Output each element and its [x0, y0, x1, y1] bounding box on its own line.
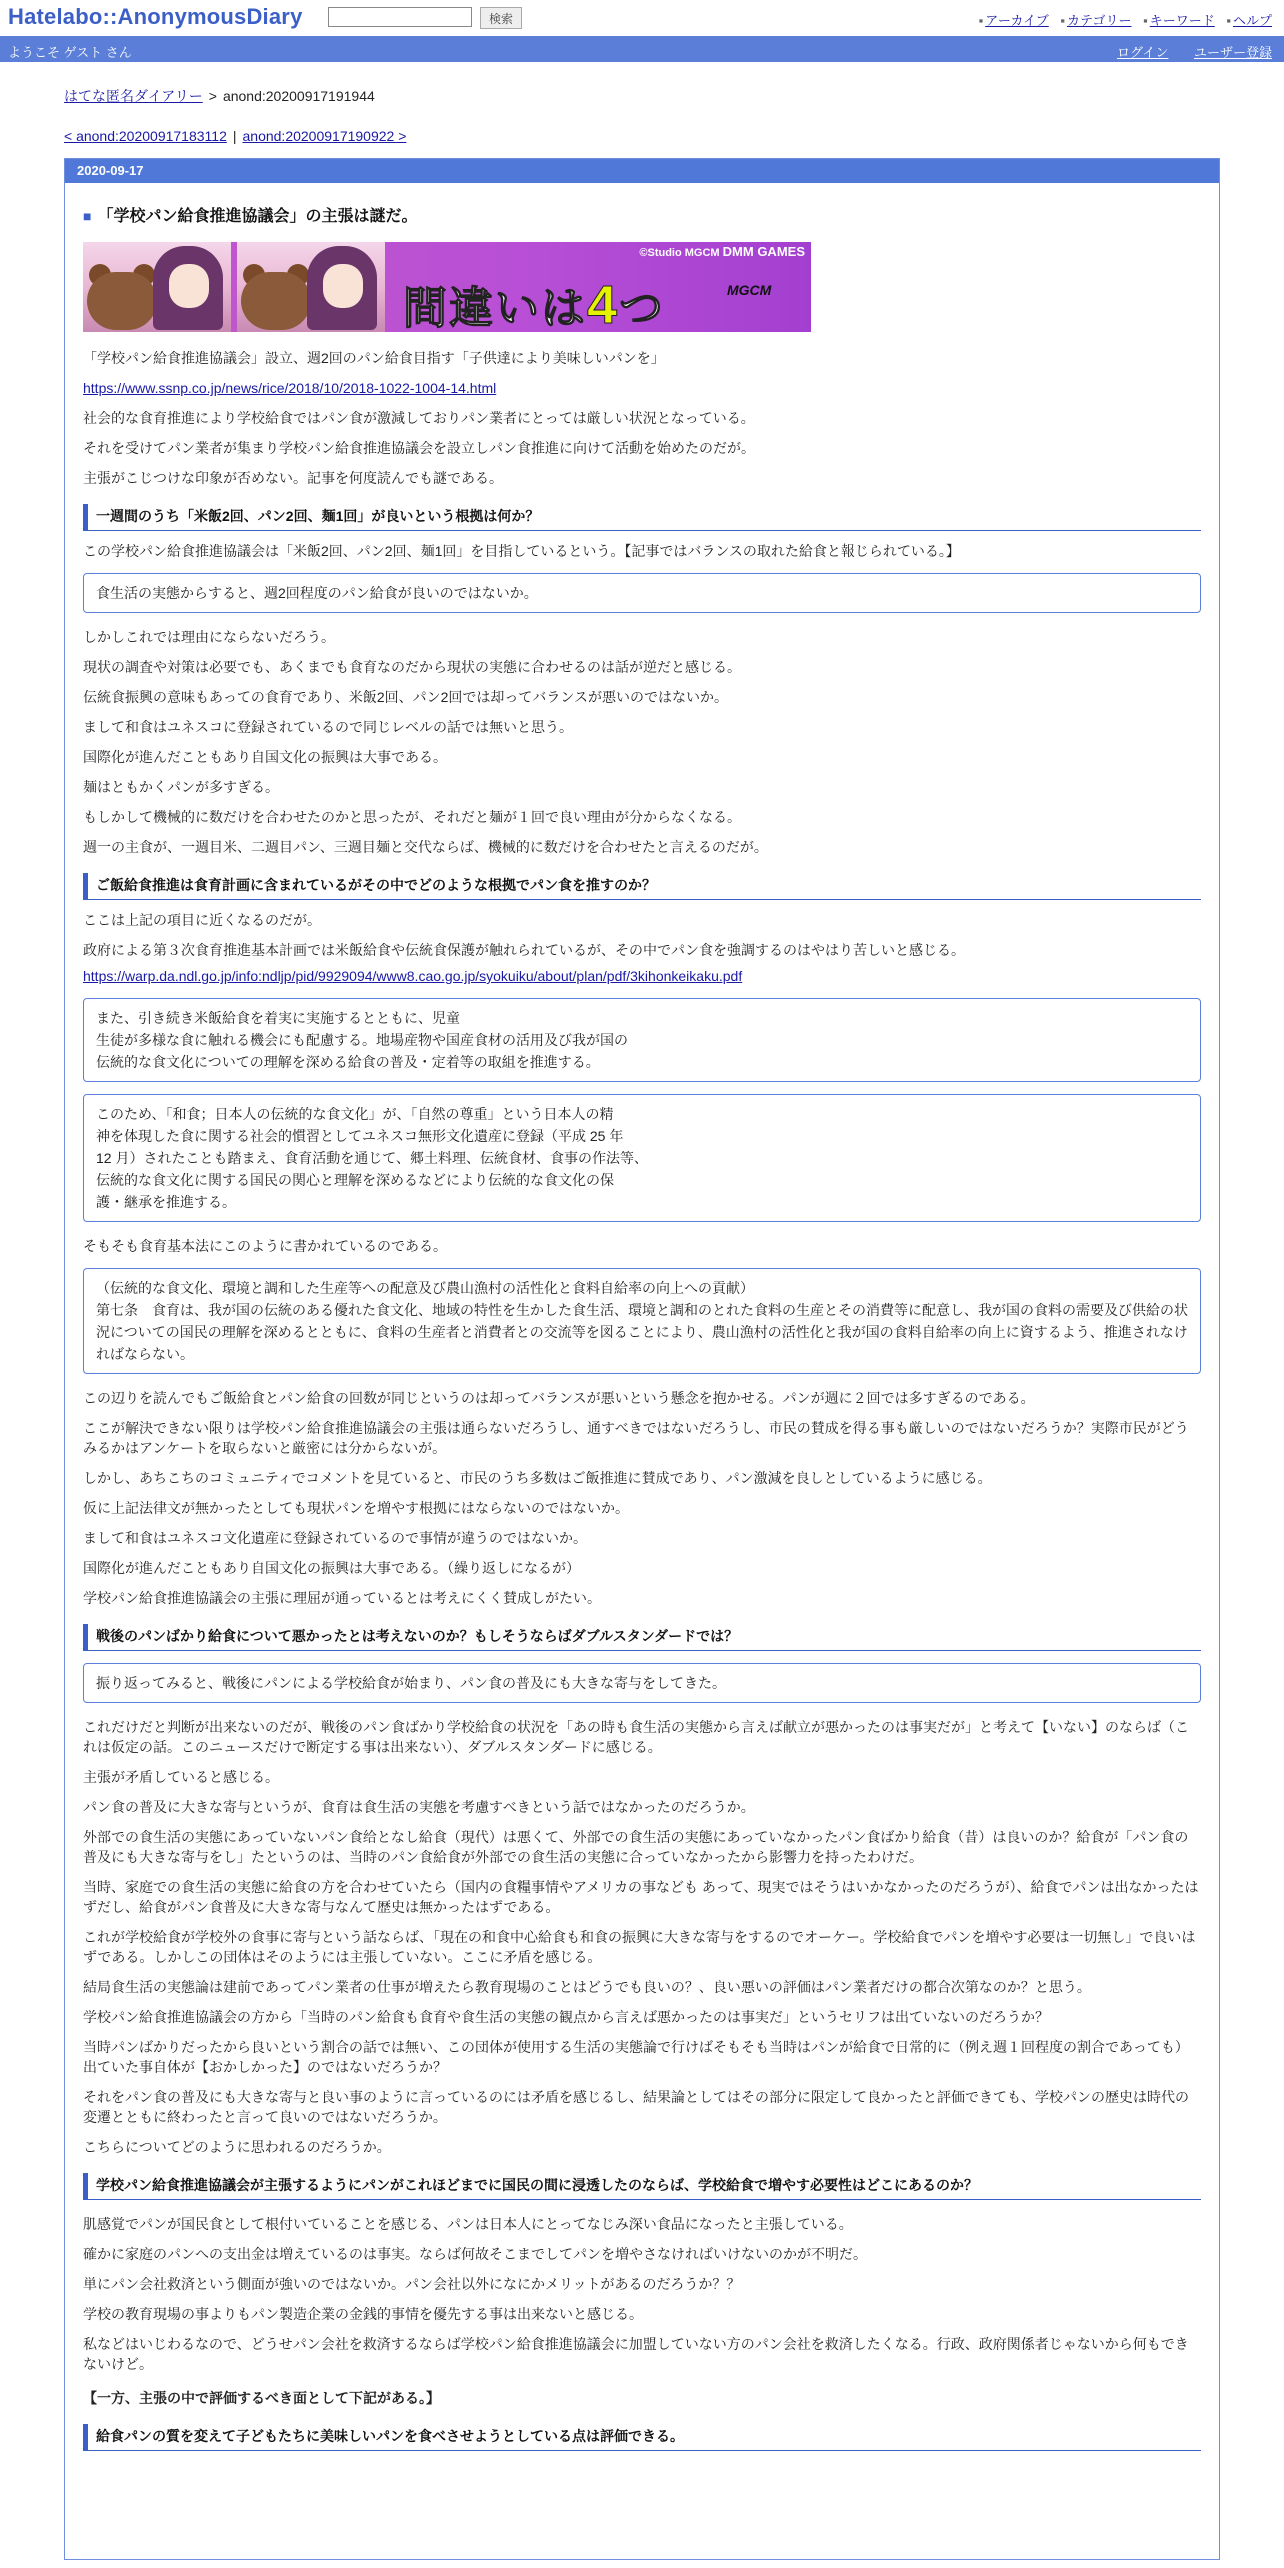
- section-heading: ご飯給食推進は食育計画に含まれているがその中でどのような根拠でパン食を推すのか？: [83, 873, 1201, 900]
- welcome-text: ようこそ ゲスト さん: [8, 45, 132, 60]
- bullet-icon: ▪: [1143, 13, 1148, 28]
- search-input[interactable]: [328, 7, 472, 27]
- paragraph: 現状の調査や対策は必要でも、あくまでも食育なのだから現状の実態に合わせるのは話が逆だと感じる。: [83, 659, 741, 675]
- paragraph: 外部での食生活の実態にあっていないパン食给となし給食（現代）は悪くて、外部での食生活の実態にあっていなかったパン食ばかり給食（昔）は良いのか？給食が「パン食の普及にも大きな寄与をし」たというのは、当時のパン食給食が外部での食生活の実態に合っていなかったから影響力を持ったわけだ。: [83, 1829, 1189, 1865]
- permalink-square-icon[interactable]: ■: [83, 208, 92, 224]
- breadcrumb: [64, 86, 1220, 106]
- breadcrumb-current: anond:20200917191944: [222, 88, 375, 104]
- plan-pdf-link[interactable]: https://warp.da.ndl.go.jp/info:ndljp/pid/9929094/www8.cao.go.jp/syokuiku/about/plan/pdf/3kihonkeikaku.pdf: [83, 968, 743, 984]
- breadcrumb-home[interactable]: はてな匿名ダイアリー: [64, 88, 203, 104]
- paragraph: 結局食生活の実態論は建前であってパン業者の仕事が増えたら教育現場のことはどうでも良いの？、良い悪いの評価はパン業者だけの都合次第なのか？と思う。: [83, 1979, 1091, 1995]
- paragraph: 確かに家庭のパンへの支出金は増えているのは事実。ならば何故そこまでしてパンを増やさなければいけないのかが不明だ。: [83, 2246, 867, 2262]
- character-illustration: [237, 242, 385, 332]
- paragraph: 肌感覚でパンが国民食として根付いていることを感じる、パンは日本人にとってなじみ深い食品になったと主張している。: [83, 2216, 853, 2232]
- paragraph: この学校パン給食推進協議会は「米飯2回、パン2回、麺1回」を目指しているという。【記事ではバランスの取れた給食と報じられている。】: [83, 543, 960, 559]
- emphasis-paragraph: 【一方、主張の中で評価するべき面として下記がある。】: [83, 2390, 440, 2406]
- paragraph: この辺りを読んでもご飯給食とパン給食の回数が同じというのは却ってバランスが悪いという懸念を抱かせる。パンが週に２回では多すぎるのである。: [83, 1390, 1035, 1406]
- top-links: [971, 10, 1272, 29]
- blockquote: このため、「和食；日本人の伝統的な食文化」が、「自然の尊重」という日本人の精 神を体現した食に関する社会的慣習としてユネスコ無形文化遺産に登録（平成 25 年 12 月）されたことも踏まえ、食育活動を通じて、郷土料理、伝統食材、食事の作法等、 伝統的な食文化に関する国民の関心と理解を深めるなどにより伝統的な食文化の保 護・継承を推進する。: [83, 1094, 1201, 1222]
- paragraph: 政府による第３次食育推進基本計画では米飯給食や伝統食保護が触れられているが、その中でパン食を強調するのはやはり苦しいと感じる。: [83, 942, 965, 958]
- paragraph: しかしこれでは理由にならないだろう。: [83, 629, 335, 645]
- paragraph: それを受けてパン業者が集まり学校パン給食推進協議会を設立しパン食推進に向けて活動を始めたのだが。: [83, 440, 755, 456]
- paragraph: 国際化が進んだこともあり自国文化の振興は大事である。（繰り返しになるが）: [83, 1560, 580, 1576]
- paragraph: そもそも食育基本法にこのように書かれているのである。: [83, 1238, 447, 1254]
- search-button[interactable]: 検索: [480, 7, 522, 29]
- register-link[interactable]: ユーザー登録: [1193, 45, 1272, 60]
- bullet-icon: ▪: [1226, 13, 1231, 28]
- blockquote: また、引き続き米飯給食を着実に実施するとともに、児童 生徒が多様な食に触れる機会にも配慮する。地場産物や国産食材の活用及び我が国の 伝統的な食文化についての理解を深める給食の普及・定着等の取組を推進する。: [83, 998, 1201, 1082]
- paragraph: これが学校給食が学校外の食事に寄与という話ならば、「現在の和食中心給食も和食の振興に大きな寄与をするのでオーケー。学校給食でパンを増やす必要は一切無し」で良いはずである。しかしこの団体はそのようには主張していない。ここに矛盾を感じる。: [83, 1929, 1196, 1965]
- keyword-link[interactable]: キーワード: [1149, 13, 1215, 28]
- paragraph: 私などはいじわるなので、どうせパン会社を救済するならば学校パン給食推進協議会に加盟していない方のパン会社を救済したくなる。行政、政府関係者じゃないから何もできないけど。: [83, 2336, 1189, 2372]
- banner-brand-logo: MGCM: [727, 282, 772, 298]
- ad-banner[interactable]: [83, 242, 811, 332]
- top-header: [0, 0, 1284, 36]
- archive-link[interactable]: アーカイブ: [985, 13, 1049, 28]
- user-bar: [0, 36, 1284, 62]
- paragraph: 主張が矛盾していると感じる。: [83, 1769, 279, 1785]
- paragraph: 国際化が進んだこともあり自国文化の振興は大事である。: [83, 749, 447, 765]
- nav-separator: |: [232, 128, 237, 144]
- paragraph: 社会的な食育推進により学校給食ではパン食が激減しておりパン業者にとっては厳しい状況となっている。: [83, 410, 755, 426]
- paragraph: もしかして機械的に数だけを合わせたのかと思ったが、それだと麺が１回で良い理由が分からなくなる。: [83, 809, 741, 825]
- bullet-icon: ▪: [1060, 13, 1066, 28]
- prev-entry-link[interactable]: < anond:20200917183112: [64, 128, 227, 144]
- paragraph: ここが解決できない限りは学校パン給食推進協議会の主張は通らないだろうし、通すべきではないだろうし、市民の賛成を得る事も厳しいのではないだろうか？実際市民がどうみるかはアンケートを取らないと厳密には分からないが。: [83, 1420, 1189, 1456]
- paragraph: 週一の主食が、一週目米、二週目パン、三週目麺と交代ならば、機械的に数だけを合わせたと言えるのだが。: [83, 839, 768, 855]
- entry-title-text: 「学校パン給食推進協議会」の主張は謎だ。: [97, 208, 418, 225]
- blockquote: 振り返ってみると、戦後にパンによる学校給食が始まり、パン食の普及にも大きな寄与をしてきた。: [83, 1663, 1201, 1703]
- paragraph: 当時パンばかりだったから良いという割合の話では無い、この団体が使用する生活の実態論で行けばそもそも当時はパンが給食で日常的に（例え週１回程度の割合であっても）出ていた事自体が【おかしかった】のではないだろうか？: [83, 2039, 1189, 2075]
- entry: [65, 203, 1219, 2451]
- banner-catchphrase: 間違いは4つ: [403, 275, 666, 332]
- entry-nav: [64, 128, 1220, 144]
- banner-credit: ©Studio MGCM DMM GAMES: [639, 244, 805, 259]
- login-link[interactable]: ログイン: [1117, 45, 1169, 60]
- site-logo[interactable]: Hatelabo::AnonymousDiary: [8, 4, 303, 29]
- paragraph: 学校の教育現場の事よりもパン製造企業の金銭的事情を優先する事は出来ないと感じる。: [83, 2306, 643, 2322]
- paragraph: こちらについてどのように思われるのだろうか。: [83, 2139, 391, 2155]
- paragraph: 主張がこじつけな印象が否めない。記事を何度読んでも謎である。: [83, 470, 503, 486]
- bullet-icon: ▪: [978, 13, 984, 28]
- paragraph: 伝統食振興の意味もあっての食育であり、米飯2回、パン2回では却ってバランスが悪いのではないか。: [83, 689, 729, 705]
- paragraph: パン食の普及に大きな寄与というが、食育は食生活の実態を考慮すべきという話ではなかったのだろうか。: [83, 1799, 755, 1815]
- paragraph: 学校パン給食推進協議会の主張に理屈が通っているとは考えにくく賛成しがたい。: [83, 1590, 601, 1606]
- paragraph: これだけだと判断が出来ないのだが、戦後のパン食ばかり学校給食の状況を「あの時も食生活の実態から言えば献立が悪かったのは事実だが」と考えて【いない】のならば（これは仮定の話。このニュースだけで断定する事は出来ない）、ダブルスタンダードに感じる。: [83, 1719, 1189, 1755]
- blockquote: 食生活の実態からすると、週2回程度のパン給食が良いのではないか。: [83, 573, 1201, 613]
- character-illustration: [83, 242, 231, 332]
- paragraph: まして和食はユネスコに登録されているので同じレベルの話では無いと思う。: [83, 719, 573, 735]
- paragraph: それをパン食の普及にも大きな寄与と良い事のように言っているのには矛盾を感じるし、結果論としてはその部分に限定して良かったと評価できても、学校パンの歴史は時代の変遷とともに終わったと言って良いのではないだろうか。: [83, 2089, 1189, 2125]
- paragraph: しかし、あちこちのコミュニティでコメントを見ていると、市民のうち多数はご飯推進に賛成であり、パン激減を良しとしているように感じる。: [83, 1470, 992, 1486]
- paragraph: 学校パン給食推進協議会の方から「当時のパン給食も食育や食生活の実態の観点から言えば悪かったのは事実だ」というセリフは出ていないのだろうか？: [83, 2009, 1049, 2025]
- breadcrumb-separator: >: [208, 88, 217, 104]
- paragraph: 当時、家庭での食生活の実態に給食の方を合わせていたら（国内の食糧事情やアメリカの事なども あって、現実ではそうはいかなかったのだろうが）、給食でパンは出なかったはずだし、給食がパン食普及に大きな寄与なんて歴史は無かったはずである。: [83, 1879, 1199, 1915]
- blockquote: （伝統的な食文化、環境と調和した生産等への配意及び農山漁村の活性化と食料自給率の向上への貢献） 第七条 食育は、我が国の伝統のある優れた食文化、地域の特性を生かした食生活、環境と調和のとれた食料の生産とその消費等に配意し、我が国の食料の需要及び供給の状況についての国民の理解を深めるとともに、食料の生産者と消費者との交流等を図ることにより、農山漁村の活性化と我が国の食料自給率の向上に資するよう、推進されなければならない。: [83, 1268, 1201, 1374]
- news-link[interactable]: https://www.ssnp.co.jp/news/rice/2018/10/2018-1022-1004-14.html: [83, 380, 497, 396]
- entry-title: [83, 203, 1201, 226]
- section-heading: 戦後のパンばかり給食について悪かったとは考えないのか？もしそうならばダブルスタンダードでは？: [83, 1624, 1201, 1651]
- paragraph: ここは上記の項目に近くなるのだが。: [83, 912, 321, 928]
- section-heading: 一週間のうち「米飯2回、パン2回、麺1回」が良いという根拠は何か？: [83, 504, 1201, 531]
- paragraph: 「学校パン給食推進協議会」設立、週2回のパン給食目指す「子供達により美味しいパンを」: [83, 350, 665, 366]
- help-link[interactable]: ヘルプ: [1232, 13, 1272, 28]
- category-link[interactable]: カテゴリー: [1067, 13, 1132, 28]
- day-section: [64, 158, 1220, 2560]
- main-content: [64, 62, 1220, 2560]
- section-heading: 学校パン給食推進協議会が主張するようにパンがこれほどまでに国民の間に浸透したのならば、学校給食で増やす必要性はどこにあるのか？: [83, 2173, 1201, 2200]
- section-heading: 給食パンの質を変えて子どもたちに美味しいパンを食べさせようとしている点は評価できる。: [83, 2424, 1201, 2451]
- paragraph: 単にパン会社救済という側面が強いのではないか。パン会社以外になにかメリットがあるのだろうか？？: [83, 2276, 741, 2292]
- next-entry-link[interactable]: anond:20200917190922 >: [242, 128, 407, 144]
- paragraph: 仮に上記法律文が無かったとしても現状パンを増やす根拠にはならないのではないか。: [83, 1500, 629, 1516]
- day-date: 2020-09-17: [65, 159, 1219, 183]
- paragraph: 麺はともかくパンが多すぎる。: [83, 779, 279, 795]
- paragraph: まして和食はユネスコ文化遺産に登録されているので事情が違うのではないか。: [83, 1530, 587, 1546]
